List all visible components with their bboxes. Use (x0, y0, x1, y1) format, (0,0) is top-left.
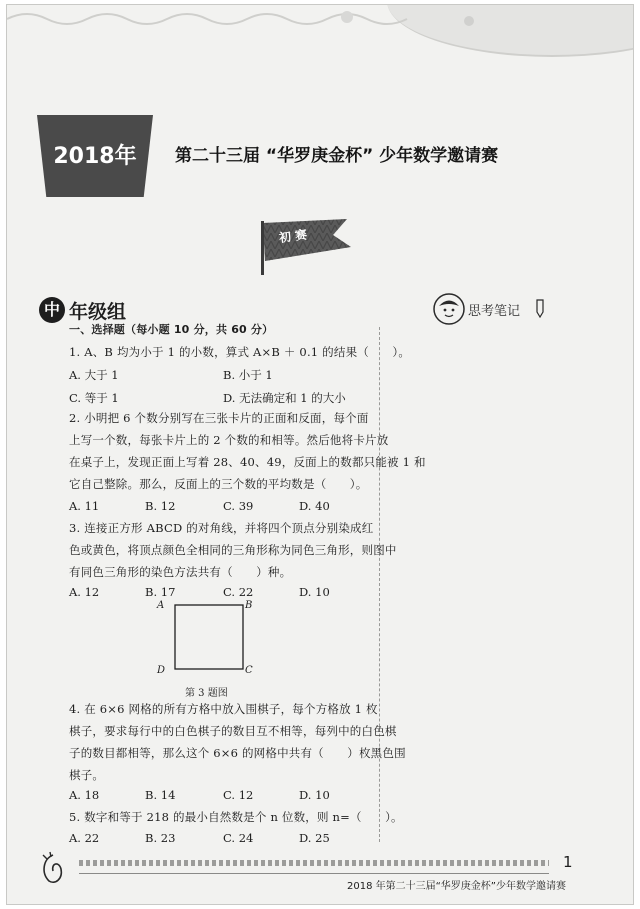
q3-option-d: D. 10 (299, 585, 330, 599)
corner-logo-icon (35, 851, 71, 887)
question-2-line-1: 2. 小明把 6 个数分别写在三张卡片的正面和反面，每个面 (69, 411, 369, 425)
figure-caption: 第 3 题图 (185, 688, 228, 699)
question-3-line-3: 有同色三角形的染色方法共有（ ）种。 (69, 565, 292, 579)
q2-option-a: A. 11 (69, 499, 100, 513)
header-scallop-decoration (7, 5, 633, 27)
q4-option-b: B. 14 (145, 788, 176, 802)
q4-option-a: A. 18 (69, 788, 100, 802)
vertex-label-d: D (157, 665, 166, 676)
group-title: 年级组 (69, 301, 127, 323)
question-3-line-1: 3. 连接正方形 ABCD 的对角线，并将四个顶点分别染成红 (69, 521, 374, 535)
q3-option-a: A. 12 (69, 585, 100, 599)
notes-divider (379, 327, 380, 842)
question-2-line-4: 它自己整除。那么，反面上的三个数的平均数是（ ）。 (69, 477, 368, 491)
q5-option-b: B. 23 (145, 831, 176, 845)
q1-option-d: D. 无法确定和 1 的大小 (223, 391, 346, 405)
q5-option-a: A. 22 (69, 831, 100, 845)
q1-option-a: A. 大于 1 (69, 368, 119, 382)
vertex-label-c: C (245, 665, 253, 676)
vertex-label-a: A (157, 600, 165, 611)
vertex-label-b: B (245, 600, 253, 611)
group-mark: 中 (39, 297, 65, 323)
footer-rule (79, 873, 549, 874)
question-4-line-3: 子的数目都相等，那么这个 6×6 的网格中共有（ ）枚黑色围 (69, 746, 406, 760)
stage-flag-text: 初赛 (278, 226, 312, 246)
question-4-line-2: 棋子，要求每行中的白色棋子的数目互不相等，每列中的白色棋 (69, 724, 397, 738)
square-figure (167, 601, 257, 677)
document-page (6, 4, 634, 905)
question-5: 5. 数字和等于 218 的最小自然数是个 n 位数，则 n=（ ）。 (69, 810, 403, 824)
q1-option-c: C. 等于 1 (69, 391, 119, 405)
q3-option-c: C. 22 (223, 585, 254, 599)
q5-option-d: D. 25 (299, 831, 330, 845)
q4-option-d: D. 10 (299, 788, 330, 802)
q4-option-c: C. 12 (223, 788, 254, 802)
q2-option-b: B. 12 (145, 499, 176, 513)
question-3-line-2: 色或黄色，将顶点颜色全相同的三角形称为同色三角形，则图中 (69, 543, 397, 557)
year-badge-text: 2018年 (53, 144, 137, 169)
question-4-line-1: 4. 在 6×6 网格的所有方格中放入围棋子，每个方格放 1 枚 (69, 702, 378, 716)
pen-icon (534, 298, 546, 318)
footer-dotted-rule (79, 860, 549, 866)
section-heading: 一、选择题（每小题 10 分，共 60 分） (69, 323, 274, 336)
q1-option-b: B. 小于 1 (223, 368, 273, 382)
question-4-line-4: 棋子。 (69, 768, 105, 782)
question-2-line-2: 上写一个数，每张卡片上的 2 个数的和相等。然后他将卡片放 (69, 433, 389, 447)
q2-option-d: D. 40 (299, 499, 330, 513)
question-2-line-3: 在桌子上，发现正面上写着 28、40、49，反面上的数都只能被 1 和 (69, 455, 426, 469)
footer-title: 2018 年第二十三届“华罗庚金杯”少年数学邀请赛 (347, 881, 566, 892)
q2-option-c: C. 39 (223, 499, 254, 513)
question-1: 1. A、B 均为小于 1 的小数，算式 A×B ＋ 0.1 的结果（ ）。 (69, 345, 411, 359)
page-number: 1 (563, 853, 573, 871)
thinking-avatar-icon (433, 293, 465, 325)
contest-title: 第二十三届 “华罗庚金杯” 少年数学邀请赛 (175, 146, 499, 166)
q5-option-c: C. 24 (223, 831, 254, 845)
q3-option-b: B. 17 (145, 585, 176, 599)
notes-label: 思考笔记 (468, 304, 521, 319)
